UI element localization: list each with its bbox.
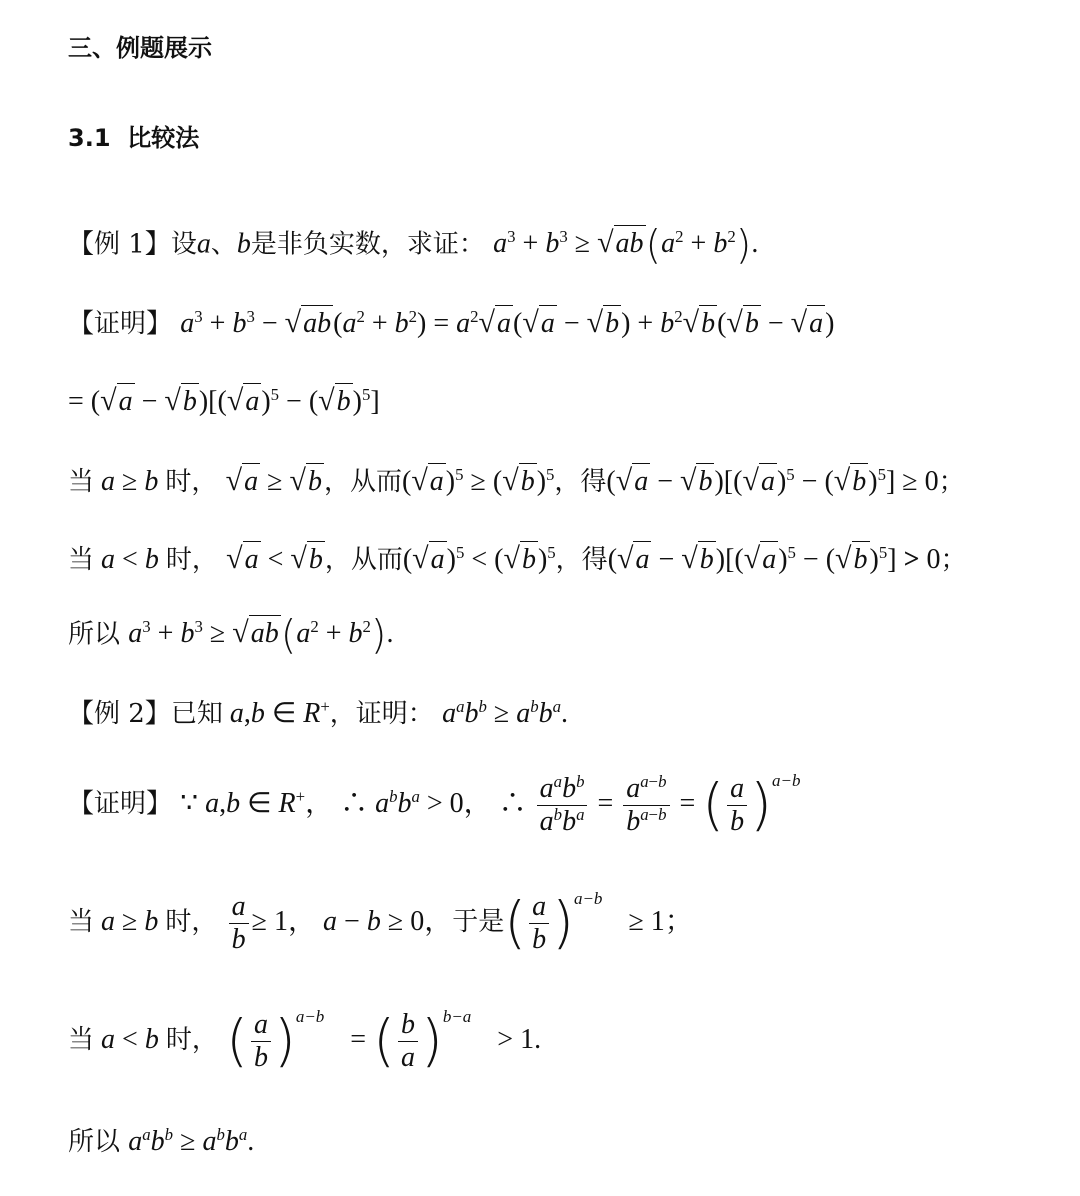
example2-prove: ，证明： (329, 699, 434, 729)
example1-prompt-b: 是非负实数，求证： (250, 229, 485, 260)
case-then: ，从而 (323, 467, 402, 497)
section-title: 三、例题展示 (68, 34, 212, 62)
case-get: ，得 (554, 467, 607, 497)
semicolon: ； (938, 467, 965, 497)
example2-proof-line1: 【证明】 ∵ a,b ∈ R+， ∴ $a^bb^a > 0$， ∴ $a^ab^b$ $a^bb^a$ = $\frac{a^{a-b}}{b^{a-b}}$ = ( $\frac{a}{b}$ )a−b (68, 771, 801, 838)
subsection-label: 比较法 (127, 124, 200, 152)
case-so: 于是 (452, 907, 505, 937)
conclusion-label: 所以 (68, 1127, 121, 1157)
case-then: ，从而 (324, 545, 403, 575)
example1-sep: 、 (210, 229, 237, 260)
example2-case-lt: 当 a < b 时， ( $\frac{a}{b}$ )a−b= ( $\frac{b}{a}$ )b−a> 1. (68, 1007, 542, 1074)
example1-statement: 【例 1】设a、b是非负实数，求证： $a^3 + b^3 \ge √ab(a^2 + b^2)$. (68, 223, 759, 269)
example1-case-ge: 当 a ≥ b 时， √a ≥ √b，从而$(√a)^5 \ge (√b)^5$，得$(√a - √b)[(√a)^5 - (√b)^5] \ge 0$； (68, 464, 965, 497)
case-at: 时， (165, 907, 218, 937)
example2-statement: 【例 2】已知 a,b ∈ R+，证明： $a^ab^b \ge a^bb^a$. (68, 696, 569, 729)
example1-proof-line2: = $(√a - √b)[(√a)^5 - (√b)^5]$ (68, 384, 380, 417)
semicolon: ； (940, 545, 967, 575)
proof-label: 【证明】 (68, 789, 173, 819)
example1-prompt: 设 (170, 229, 197, 260)
example2-conclusion: 所以 $a^ab^b \ge a^bb^a$. (68, 1124, 255, 1157)
example1-label: 【例 1】 (68, 229, 171, 260)
case-when: 当 (68, 467, 95, 497)
case-at: 时， (165, 467, 218, 497)
example2-known: 已知 (170, 699, 223, 729)
example2-label: 【例 2】 (68, 699, 171, 729)
subsection-number: 3.1 (68, 124, 111, 152)
example2-case-ge: 当 a ≥ b 时， $\frac{a}{b}$ ≥ 1， a − b ≥ 0，于是( $\frac{a}{b}$ )a−b≥ 1； (68, 889, 693, 956)
example1-conclusion: 所以 $a^3 + b^3 \ge √ab(a^2 + b^2)$. (68, 613, 394, 659)
case-at: 时， (165, 545, 218, 575)
example1-formula: $a^3 + b^3 \ge √ab(a^2 + b^2)$. (493, 223, 759, 269)
conclusion-label: 所以 (68, 619, 121, 650)
proof-label: 【证明】 (68, 309, 173, 339)
case-when: 当 (68, 907, 95, 937)
case-when: 当 (68, 1025, 95, 1055)
example1-case-lt: 当 a < b 时， √a < √b，从而$(√a)^5 < (√b)^5$，得$(√a - √b)[(√a)^5 - (√b)^5] > 0$； (68, 542, 967, 575)
subsection-title (68, 126, 199, 150)
example1-proof-line1: 【证明】 $a^3 + b^3 - √ab(a^2 + b^2) = a^2√a(√a - √b) + b^2√b(√b - √a)$ (68, 306, 835, 339)
case-when: 当 (68, 545, 95, 575)
case-at: 时， (165, 1025, 218, 1055)
case-get: ，得 (555, 545, 608, 575)
